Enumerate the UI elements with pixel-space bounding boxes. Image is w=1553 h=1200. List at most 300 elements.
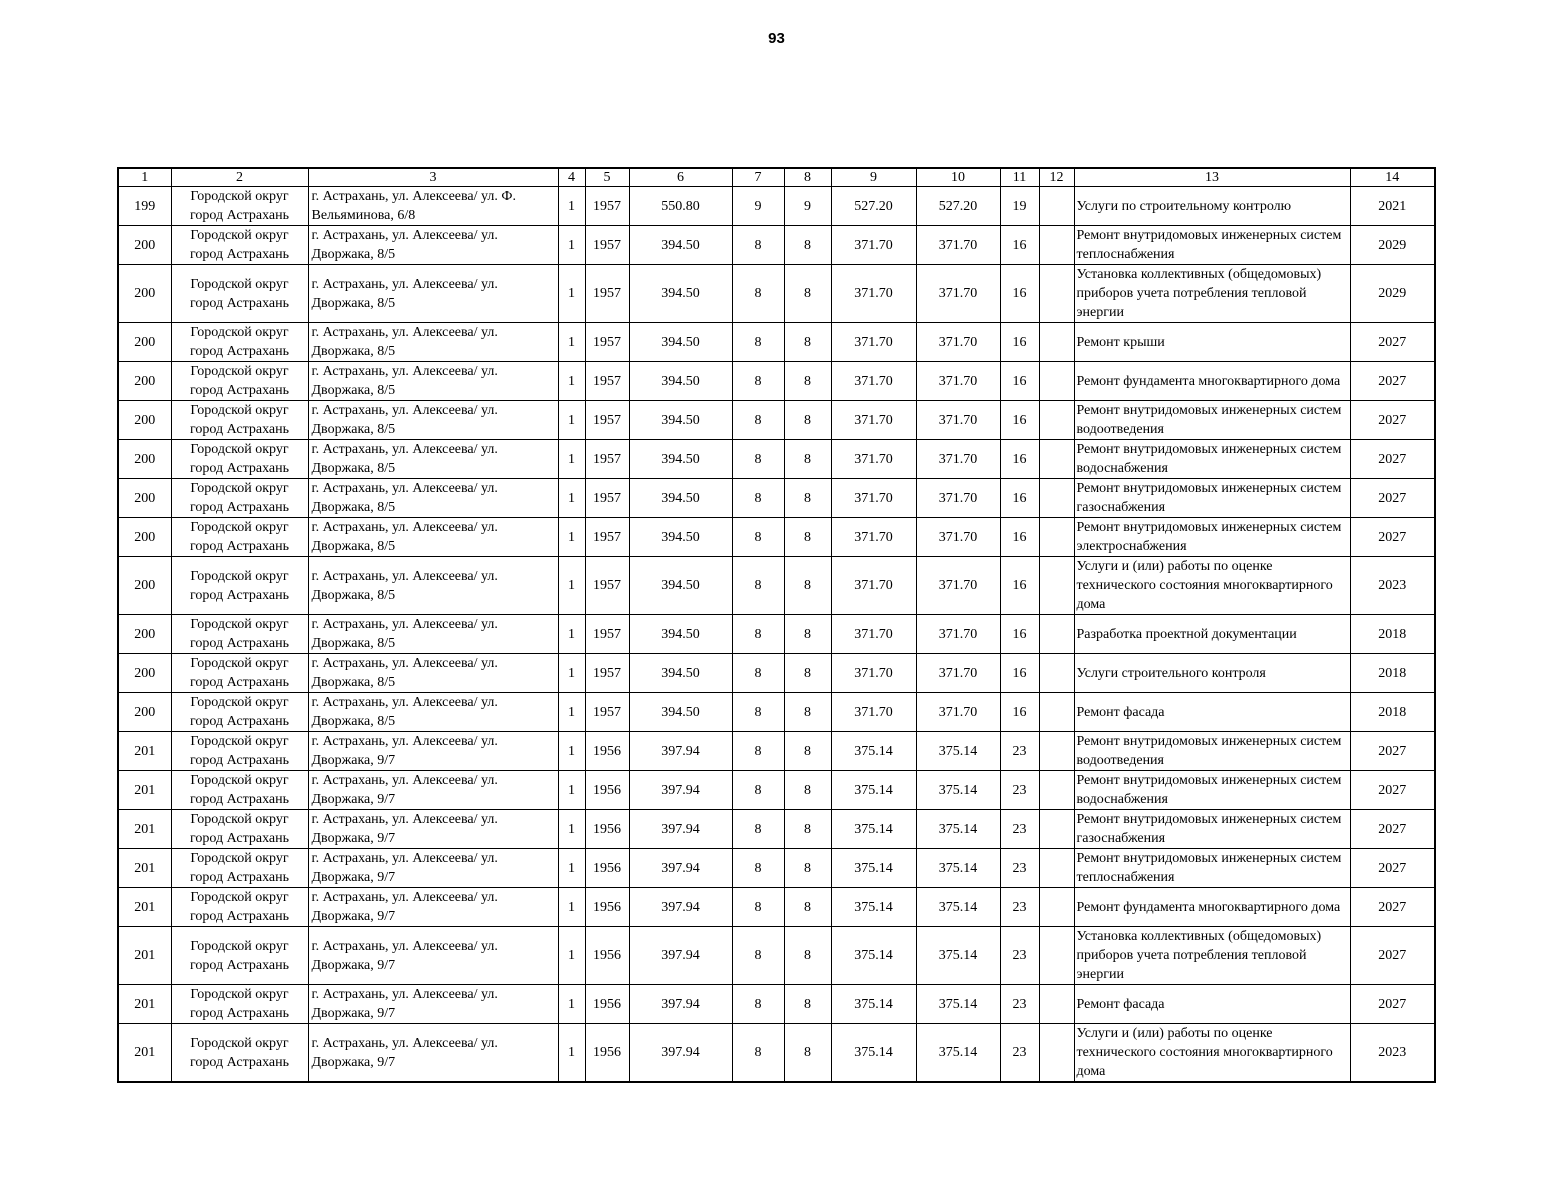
col-12-value-cell <box>1039 362 1074 401</box>
col-7-value-cell: 8 <box>732 732 784 771</box>
planned-year-cell: 2027 <box>1350 479 1435 518</box>
col-12-value-cell <box>1039 927 1074 985</box>
planned-year-cell: 2027 <box>1350 888 1435 927</box>
municipality-cell: Городской округ город Астрахань <box>171 226 308 265</box>
table-row <box>118 771 1435 810</box>
address-cell: г. Астрахань, ул. Алексеева/ ул. Дворжака, 8/5 <box>308 693 558 732</box>
address-cell: г. Астрахань, ул. Алексеева/ ул. Дворжака, 8/5 <box>308 362 558 401</box>
planned-year-cell: 2027 <box>1350 771 1435 810</box>
address-cell: г. Астрахань, ул. Алексеева/ ул. Дворжака, 8/5 <box>308 479 558 518</box>
planned-year-cell: 2023 <box>1350 1024 1435 1083</box>
municipality-cell: Городской округ город Астрахань <box>171 732 308 771</box>
col-7-value-cell: 8 <box>732 654 784 693</box>
build-year-cell: 1956 <box>585 732 629 771</box>
col-12-value-cell <box>1039 440 1074 479</box>
row-number-cell: 199 <box>118 187 171 226</box>
work-description-cell: Ремонт внутридомовых инженерных систем теплоснабжения <box>1074 226 1350 265</box>
planned-year-cell: 2027 <box>1350 927 1435 985</box>
col-4-value-cell: 1 <box>558 771 585 810</box>
row-number-cell: 200 <box>118 693 171 732</box>
col-9-area-cell: 371.70 <box>831 654 916 693</box>
row-number-cell: 201 <box>118 888 171 927</box>
planned-year-cell: 2029 <box>1350 226 1435 265</box>
col-10-area-cell: 371.70 <box>916 226 1000 265</box>
col-10-area-cell: 375.14 <box>916 888 1000 927</box>
municipality-cell: Городской округ город Астрахань <box>171 654 308 693</box>
page-number: 93 <box>768 30 785 47</box>
col-7-value-cell: 8 <box>732 226 784 265</box>
address-cell: г. Астрахань, ул. Алексеева/ ул. Дворжака, 8/5 <box>308 323 558 362</box>
planned-year-cell: 2021 <box>1350 187 1435 226</box>
col-8-value-cell: 8 <box>784 323 831 362</box>
build-year-cell: 1957 <box>585 615 629 654</box>
col-12-value-cell <box>1039 479 1074 518</box>
col-4-value-cell: 1 <box>558 1024 585 1083</box>
col-11-value-cell: 23 <box>1000 810 1039 849</box>
col-8-value-cell: 8 <box>784 732 831 771</box>
row-number-cell: 200 <box>118 265 171 323</box>
total-area-cell: 397.94 <box>629 732 732 771</box>
row-number-cell: 200 <box>118 518 171 557</box>
column-header: 1 <box>118 168 171 187</box>
col-7-value-cell: 8 <box>732 615 784 654</box>
work-description-cell: Услуги и (или) работы по оценке технического состояния многоквартирного дома <box>1074 557 1350 615</box>
table-row <box>118 265 1435 323</box>
col-8-value-cell: 8 <box>784 1024 831 1083</box>
municipality-cell: Городской округ город Астрахань <box>171 985 308 1024</box>
col-4-value-cell: 1 <box>558 654 585 693</box>
col-11-value-cell: 16 <box>1000 615 1039 654</box>
col-4-value-cell: 1 <box>558 362 585 401</box>
planned-year-cell: 2027 <box>1350 440 1435 479</box>
address-cell: г. Астрахань, ул. Алексеева/ ул. Дворжака, 9/7 <box>308 849 558 888</box>
col-12-value-cell <box>1039 810 1074 849</box>
col-4-value-cell: 1 <box>558 226 585 265</box>
row-number-cell: 200 <box>118 440 171 479</box>
total-area-cell: 394.50 <box>629 265 732 323</box>
col-11-value-cell: 23 <box>1000 732 1039 771</box>
col-9-area-cell: 371.70 <box>831 693 916 732</box>
col-7-value-cell: 9 <box>732 187 784 226</box>
address-cell: г. Астрахань, ул. Алексеева/ ул. Дворжака, 9/7 <box>308 985 558 1024</box>
col-11-value-cell: 16 <box>1000 479 1039 518</box>
total-area-cell: 394.50 <box>629 362 732 401</box>
col-8-value-cell: 8 <box>784 985 831 1024</box>
col-9-area-cell: 371.70 <box>831 323 916 362</box>
municipality-cell: Городской округ город Астрахань <box>171 810 308 849</box>
col-12-value-cell <box>1039 693 1074 732</box>
table-row <box>118 440 1435 479</box>
col-7-value-cell: 8 <box>732 479 784 518</box>
col-10-area-cell: 375.14 <box>916 849 1000 888</box>
col-9-area-cell: 371.70 <box>831 518 916 557</box>
row-number-cell: 200 <box>118 654 171 693</box>
col-8-value-cell: 8 <box>784 771 831 810</box>
municipality-cell: Городской округ город Астрахань <box>171 693 308 732</box>
col-8-value-cell: 8 <box>784 479 831 518</box>
column-header: 10 <box>916 168 1000 187</box>
col-9-area-cell: 375.14 <box>831 849 916 888</box>
build-year-cell: 1956 <box>585 1024 629 1083</box>
col-4-value-cell: 1 <box>558 927 585 985</box>
row-number-cell: 201 <box>118 771 171 810</box>
build-year-cell: 1957 <box>585 362 629 401</box>
col-12-value-cell <box>1039 323 1074 362</box>
planned-year-cell: 2027 <box>1350 732 1435 771</box>
col-10-area-cell: 375.14 <box>916 771 1000 810</box>
total-area-cell: 397.94 <box>629 888 732 927</box>
column-header: 11 <box>1000 168 1039 187</box>
col-11-value-cell: 16 <box>1000 362 1039 401</box>
table-row <box>118 323 1435 362</box>
col-10-area-cell: 527.20 <box>916 187 1000 226</box>
work-description-cell: Ремонт внутридомовых инженерных систем теплоснабжения <box>1074 849 1350 888</box>
row-number-cell: 200 <box>118 615 171 654</box>
work-description-cell: Ремонт внутридомовых инженерных систем водоснабжения <box>1074 771 1350 810</box>
municipality-cell: Городской округ город Астрахань <box>171 440 308 479</box>
col-7-value-cell: 8 <box>732 265 784 323</box>
col-9-area-cell: 375.14 <box>831 771 916 810</box>
col-12-value-cell <box>1039 732 1074 771</box>
col-7-value-cell: 8 <box>732 401 784 440</box>
col-8-value-cell: 8 <box>784 849 831 888</box>
row-number-cell: 201 <box>118 1024 171 1083</box>
total-area-cell: 394.50 <box>629 615 732 654</box>
col-9-area-cell: 371.70 <box>831 226 916 265</box>
total-area-cell: 394.50 <box>629 557 732 615</box>
col-12-value-cell <box>1039 1024 1074 1083</box>
address-cell: г. Астрахань, ул. Алексеева/ ул. Дворжака, 9/7 <box>308 810 558 849</box>
address-cell: г. Астрахань, ул. Алексеева/ ул. Дворжака, 8/5 <box>308 401 558 440</box>
col-8-value-cell: 8 <box>784 557 831 615</box>
col-4-value-cell: 1 <box>558 985 585 1024</box>
address-cell: г. Астрахань, ул. Алексеева/ ул. Дворжака, 8/5 <box>308 440 558 479</box>
column-header: 8 <box>784 168 831 187</box>
total-area-cell: 397.94 <box>629 771 732 810</box>
col-7-value-cell: 8 <box>732 693 784 732</box>
col-9-area-cell: 375.14 <box>831 732 916 771</box>
col-11-value-cell: 16 <box>1000 401 1039 440</box>
col-7-value-cell: 8 <box>732 810 784 849</box>
total-area-cell: 394.50 <box>629 518 732 557</box>
col-8-value-cell: 8 <box>784 362 831 401</box>
work-description-cell: Ремонт внутридомовых инженерных систем водоснабжения <box>1074 440 1350 479</box>
col-8-value-cell: 8 <box>784 654 831 693</box>
row-number-cell: 201 <box>118 732 171 771</box>
col-9-area-cell: 375.14 <box>831 927 916 985</box>
col-7-value-cell: 8 <box>732 323 784 362</box>
build-year-cell: 1957 <box>585 265 629 323</box>
column-header: 7 <box>732 168 784 187</box>
col-8-value-cell: 8 <box>784 693 831 732</box>
municipality-cell: Городской округ город Астрахань <box>171 265 308 323</box>
total-area-cell: 397.94 <box>629 849 732 888</box>
col-9-area-cell: 375.14 <box>831 1024 916 1083</box>
col-7-value-cell: 8 <box>732 518 784 557</box>
total-area-cell: 394.50 <box>629 479 732 518</box>
col-11-value-cell: 23 <box>1000 849 1039 888</box>
col-10-area-cell: 375.14 <box>916 985 1000 1024</box>
col-7-value-cell: 8 <box>732 888 784 927</box>
col-11-value-cell: 23 <box>1000 927 1039 985</box>
col-4-value-cell: 1 <box>558 615 585 654</box>
col-12-value-cell <box>1039 849 1074 888</box>
address-cell: г. Астрахань, ул. Алексеева/ ул. Дворжака, 9/7 <box>308 1024 558 1083</box>
total-area-cell: 394.50 <box>629 654 732 693</box>
build-year-cell: 1957 <box>585 401 629 440</box>
work-description-cell: Ремонт внутридомовых инженерных систем газоснабжения <box>1074 810 1350 849</box>
build-year-cell: 1957 <box>585 693 629 732</box>
planned-year-cell: 2027 <box>1350 810 1435 849</box>
col-7-value-cell: 8 <box>732 362 784 401</box>
row-number-cell: 201 <box>118 849 171 888</box>
work-description-cell: Разработка проектной документации <box>1074 615 1350 654</box>
column-header: 9 <box>831 168 916 187</box>
total-area-cell: 394.50 <box>629 226 732 265</box>
planned-year-cell: 2027 <box>1350 518 1435 557</box>
build-year-cell: 1957 <box>585 187 629 226</box>
table-row <box>118 732 1435 771</box>
col-4-value-cell: 1 <box>558 265 585 323</box>
column-header: 2 <box>171 168 308 187</box>
municipality-cell: Городской округ город Астрахань <box>171 187 308 226</box>
col-4-value-cell: 1 <box>558 187 585 226</box>
table-row <box>118 810 1435 849</box>
col-12-value-cell <box>1039 226 1074 265</box>
col-10-area-cell: 371.70 <box>916 440 1000 479</box>
planned-year-cell: 2027 <box>1350 401 1435 440</box>
address-cell: г. Астрахань, ул. Алексеева/ ул. Дворжака, 9/7 <box>308 732 558 771</box>
col-10-area-cell: 371.70 <box>916 615 1000 654</box>
build-year-cell: 1956 <box>585 927 629 985</box>
address-cell: г. Астрахань, ул. Алексеева/ ул. Дворжака, 8/5 <box>308 557 558 615</box>
row-number-cell: 200 <box>118 557 171 615</box>
row-number-cell: 201 <box>118 985 171 1024</box>
row-number-cell: 201 <box>118 927 171 985</box>
col-10-area-cell: 371.70 <box>916 518 1000 557</box>
build-year-cell: 1957 <box>585 518 629 557</box>
col-9-area-cell: 371.70 <box>831 557 916 615</box>
address-cell: г. Астрахань, ул. Алексеева/ ул. Дворжака, 9/7 <box>308 771 558 810</box>
col-7-value-cell: 8 <box>732 440 784 479</box>
build-year-cell: 1956 <box>585 771 629 810</box>
table-row <box>118 1024 1435 1083</box>
build-year-cell: 1957 <box>585 440 629 479</box>
col-10-area-cell: 371.70 <box>916 654 1000 693</box>
col-9-area-cell: 375.14 <box>831 888 916 927</box>
column-header: 5 <box>585 168 629 187</box>
col-11-value-cell: 23 <box>1000 985 1039 1024</box>
build-year-cell: 1957 <box>585 654 629 693</box>
municipality-cell: Городской округ город Астрахань <box>171 401 308 440</box>
col-8-value-cell: 8 <box>784 265 831 323</box>
work-description-cell: Ремонт фасада <box>1074 985 1350 1024</box>
work-description-cell: Ремонт фундамента многоквартирного дома <box>1074 888 1350 927</box>
col-12-value-cell <box>1039 265 1074 323</box>
col-7-value-cell: 8 <box>732 557 784 615</box>
col-12-value-cell <box>1039 985 1074 1024</box>
col-10-area-cell: 371.70 <box>916 401 1000 440</box>
col-11-value-cell: 16 <box>1000 226 1039 265</box>
total-area-cell: 394.50 <box>629 440 732 479</box>
address-cell: г. Астрахань, ул. Алексеева/ ул. Дворжака, 9/7 <box>308 888 558 927</box>
col-11-value-cell: 16 <box>1000 557 1039 615</box>
planned-year-cell: 2027 <box>1350 849 1435 888</box>
work-description-cell: Ремонт внутридомовых инженерных систем водоотведения <box>1074 732 1350 771</box>
col-11-value-cell: 16 <box>1000 518 1039 557</box>
col-8-value-cell: 8 <box>784 401 831 440</box>
build-year-cell: 1957 <box>585 323 629 362</box>
col-9-area-cell: 375.14 <box>831 810 916 849</box>
work-description-cell: Ремонт фасада <box>1074 693 1350 732</box>
col-4-value-cell: 1 <box>558 732 585 771</box>
work-description-cell: Ремонт внутридомовых инженерных систем электроснабжения <box>1074 518 1350 557</box>
col-9-area-cell: 371.70 <box>831 440 916 479</box>
total-area-cell: 397.94 <box>629 985 732 1024</box>
table-row <box>118 187 1435 226</box>
col-11-value-cell: 19 <box>1000 187 1039 226</box>
col-10-area-cell: 371.70 <box>916 362 1000 401</box>
municipality-cell: Городской округ город Астрахань <box>171 479 308 518</box>
col-8-value-cell: 9 <box>784 187 831 226</box>
column-header: 14 <box>1350 168 1435 187</box>
work-description-cell: Услуги строительного контроля <box>1074 654 1350 693</box>
planned-year-cell: 2018 <box>1350 615 1435 654</box>
col-12-value-cell <box>1039 771 1074 810</box>
col-4-value-cell: 1 <box>558 440 585 479</box>
col-11-value-cell: 16 <box>1000 265 1039 323</box>
col-4-value-cell: 1 <box>558 693 585 732</box>
build-year-cell: 1957 <box>585 226 629 265</box>
build-year-cell: 1956 <box>585 985 629 1024</box>
build-year-cell: 1956 <box>585 810 629 849</box>
col-9-area-cell: 371.70 <box>831 615 916 654</box>
col-12-value-cell <box>1039 557 1074 615</box>
column-header: 12 <box>1039 168 1074 187</box>
table-row <box>118 362 1435 401</box>
table-row <box>118 615 1435 654</box>
municipality-cell: Городской округ город Астрахань <box>171 771 308 810</box>
col-12-value-cell <box>1039 888 1074 927</box>
col-11-value-cell: 16 <box>1000 440 1039 479</box>
col-11-value-cell: 16 <box>1000 323 1039 362</box>
col-8-value-cell: 8 <box>784 440 831 479</box>
col-9-area-cell: 371.70 <box>831 479 916 518</box>
address-cell: г. Астрахань, ул. Алексеева/ ул. Ф. Вельяминова, 6/8 <box>308 187 558 226</box>
col-12-value-cell <box>1039 187 1074 226</box>
row-number-cell: 200 <box>118 226 171 265</box>
municipality-cell: Городской округ город Астрахань <box>171 849 308 888</box>
municipality-cell: Городской округ город Астрахань <box>171 888 308 927</box>
total-area-cell: 397.94 <box>629 810 732 849</box>
municipality-cell: Городской округ город Астрахань <box>171 1024 308 1083</box>
work-description-cell: Ремонт внутридомовых инженерных систем газоснабжения <box>1074 479 1350 518</box>
col-8-value-cell: 8 <box>784 888 831 927</box>
col-7-value-cell: 8 <box>732 849 784 888</box>
table-row <box>118 888 1435 927</box>
municipality-cell: Городской округ город Астрахань <box>171 323 308 362</box>
planned-year-cell: 2023 <box>1350 557 1435 615</box>
address-cell: г. Астрахань, ул. Алексеева/ ул. Дворжака, 8/5 <box>308 518 558 557</box>
col-9-area-cell: 371.70 <box>831 362 916 401</box>
col-4-value-cell: 1 <box>558 888 585 927</box>
col-11-value-cell: 23 <box>1000 888 1039 927</box>
col-4-value-cell: 1 <box>558 518 585 557</box>
total-area-cell: 397.94 <box>629 1024 732 1083</box>
col-10-area-cell: 375.14 <box>916 1024 1000 1083</box>
col-12-value-cell <box>1039 401 1074 440</box>
row-number-cell: 201 <box>118 810 171 849</box>
col-12-value-cell <box>1039 654 1074 693</box>
col-9-area-cell: 371.70 <box>831 401 916 440</box>
table-row <box>118 654 1435 693</box>
address-cell: г. Астрахань, ул. Алексеева/ ул. Дворжака, 8/5 <box>308 265 558 323</box>
total-area-cell: 394.50 <box>629 401 732 440</box>
col-10-area-cell: 375.14 <box>916 927 1000 985</box>
total-area-cell: 397.94 <box>629 927 732 985</box>
table-row <box>118 927 1435 985</box>
municipality-cell: Городской округ город Астрахань <box>171 927 308 985</box>
table-row <box>118 518 1435 557</box>
col-9-area-cell: 375.14 <box>831 985 916 1024</box>
column-header: 3 <box>308 168 558 187</box>
address-cell: г. Астрахань, ул. Алексеева/ ул. Дворжака, 9/7 <box>308 927 558 985</box>
col-11-value-cell: 23 <box>1000 1024 1039 1083</box>
work-description-cell: Установка коллективных (общедомовых) приборов учета потребления тепловой энергии <box>1074 927 1350 985</box>
column-header: 13 <box>1074 168 1350 187</box>
col-9-area-cell: 527.20 <box>831 187 916 226</box>
col-8-value-cell: 8 <box>784 927 831 985</box>
planned-year-cell: 2029 <box>1350 265 1435 323</box>
col-7-value-cell: 8 <box>732 1024 784 1083</box>
work-description-cell: Услуги и (или) работы по оценке технического состояния многоквартирного дома <box>1074 1024 1350 1083</box>
address-cell: г. Астрахань, ул. Алексеева/ ул. Дворжака, 8/5 <box>308 615 558 654</box>
address-cell: г. Астрахань, ул. Алексеева/ ул. Дворжака, 8/5 <box>308 654 558 693</box>
table-row <box>118 226 1435 265</box>
table-row <box>118 479 1435 518</box>
work-description-cell: Услуги по строительному контролю <box>1074 187 1350 226</box>
work-description-cell: Ремонт крыши <box>1074 323 1350 362</box>
col-8-value-cell: 8 <box>784 518 831 557</box>
column-number-row <box>118 168 1435 187</box>
col-8-value-cell: 8 <box>784 226 831 265</box>
build-year-cell: 1957 <box>585 479 629 518</box>
col-10-area-cell: 371.70 <box>916 479 1000 518</box>
total-area-cell: 550.80 <box>629 187 732 226</box>
col-10-area-cell: 375.14 <box>916 810 1000 849</box>
col-4-value-cell: 1 <box>558 557 585 615</box>
table-row <box>118 985 1435 1024</box>
column-header: 4 <box>558 168 585 187</box>
row-number-cell: 200 <box>118 401 171 440</box>
municipality-cell: Городской округ город Астрахань <box>171 362 308 401</box>
col-7-value-cell: 8 <box>732 771 784 810</box>
col-10-area-cell: 371.70 <box>916 693 1000 732</box>
col-10-area-cell: 371.70 <box>916 265 1000 323</box>
col-11-value-cell: 16 <box>1000 654 1039 693</box>
work-description-cell: Ремонт внутридомовых инженерных систем водоотведения <box>1074 401 1350 440</box>
planned-year-cell: 2027 <box>1350 362 1435 401</box>
row-number-cell: 200 <box>118 479 171 518</box>
planned-year-cell: 2027 <box>1350 323 1435 362</box>
work-description-cell: Установка коллективных (общедомовых) приборов учета потребления тепловой энергии <box>1074 265 1350 323</box>
col-12-value-cell <box>1039 615 1074 654</box>
build-year-cell: 1956 <box>585 849 629 888</box>
address-cell: г. Астрахань, ул. Алексеева/ ул. Дворжака, 8/5 <box>308 226 558 265</box>
col-11-value-cell: 23 <box>1000 771 1039 810</box>
col-4-value-cell: 1 <box>558 849 585 888</box>
planned-year-cell: 2018 <box>1350 693 1435 732</box>
